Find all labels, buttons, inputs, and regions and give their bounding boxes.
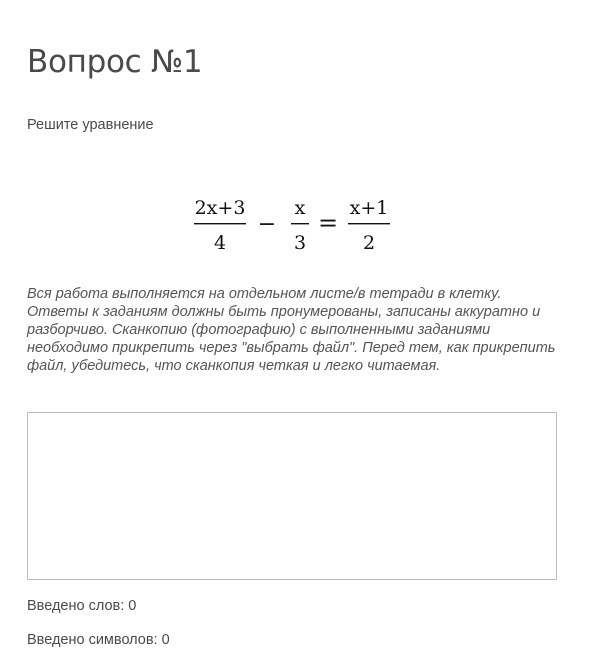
term2-fraction-bar (291, 223, 309, 224)
character-count: Введено символов: 0 (27, 632, 170, 648)
answer-textarea[interactable] (27, 412, 557, 580)
term1-numerator: 2x+3 (194, 197, 246, 219)
term3-fraction-bar (348, 223, 390, 224)
term1-denominator: 4 (213, 232, 227, 254)
term2-numerator: x (294, 197, 306, 219)
word-count: Введено слов: 0 (27, 598, 137, 614)
equals-sign: = (317, 209, 339, 237)
term3-numerator: x+1 (349, 197, 389, 219)
term3-denominator: 2 (362, 232, 376, 254)
term1-fraction-bar (194, 223, 246, 224)
equation-graphic (190, 193, 400, 257)
question-prompt: Решите уравнение (27, 117, 154, 133)
minus-operator: − (257, 212, 277, 237)
equation (190, 193, 400, 257)
question-title: Вопрос №1 (27, 44, 203, 80)
instructions-text: Вся работа выполняется на отдельном листе/в тетради в клетку. Ответы к заданиям должны быть пронумерованы, записаны аккуратно и разборчиво. Сканкопию (фотографию) с выполненными заданиями необходимо прикрепить через "выбрать файл". Перед тем, как прикрепить файл, убедитесь, что сканкопия четкая и легко читаемая. (27, 286, 556, 374)
term2-denominator: 3 (293, 232, 307, 254)
